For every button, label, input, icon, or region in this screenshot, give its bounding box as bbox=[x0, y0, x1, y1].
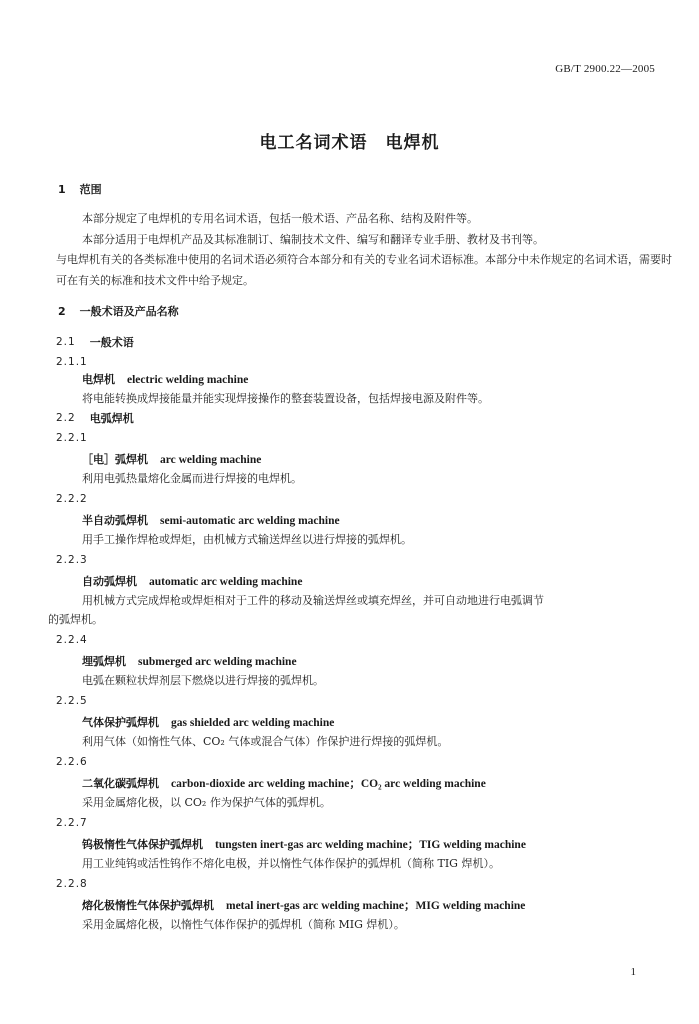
document-body bbox=[48, 181, 672, 934]
title-part-1: 电工名词术语 bbox=[259, 133, 368, 153]
term-english: gas shielded arc welding machine bbox=[171, 717, 335, 729]
term-chinese: 钨极惰性气体保护弧焊机 bbox=[82, 838, 203, 851]
term-chinese: 电焊机 bbox=[82, 373, 115, 386]
entry-number: 2.2.5 bbox=[56, 695, 88, 707]
entry-number: 2.1.1 bbox=[56, 356, 88, 368]
subsection-2-2-heading bbox=[56, 410, 656, 427]
term bbox=[56, 897, 656, 915]
term bbox=[56, 714, 656, 732]
term bbox=[56, 775, 656, 793]
definition: 利用气体（如惰性气体、CO₂ 气体或混合气体）作保护进行焊接的弧焊机。 bbox=[82, 735, 449, 748]
term bbox=[56, 451, 656, 469]
document-title bbox=[0, 128, 699, 153]
subsection-2-1-heading bbox=[56, 334, 656, 351]
term-english: semi-automatic arc welding machine bbox=[160, 515, 340, 527]
definition: 用手工操作焊枪或焊炬，由机械方式输送焊丝以进行焊接的弧焊机。 bbox=[82, 533, 412, 546]
term-english: metal inert-gas arc welding machine；MIG welding machine bbox=[226, 900, 526, 912]
term bbox=[56, 836, 656, 854]
section-title: 一般术语及产品名称 bbox=[79, 305, 179, 318]
entry-number: 2.2.4 bbox=[56, 634, 88, 646]
term-english: submerged arc welding machine bbox=[138, 656, 297, 668]
scope-paragraph: 本部分适用于电焊机产品及其标准制订、编制技术文件、编写和翻译专业手册、教材及书刊等。 bbox=[82, 232, 544, 246]
subsection-title: 电弧焊机 bbox=[89, 412, 134, 425]
term-english: carbon-dioxide arc welding machine；CO₂ arc welding machine bbox=[171, 778, 486, 790]
section-1-heading bbox=[58, 181, 656, 198]
definition: 用机械方式完成焊枪或焊炬相对于工件的移动及输送焊丝或填充焊丝，并可自动地进行电弧调节 bbox=[82, 594, 544, 607]
entry-number: 2.2.3 bbox=[56, 554, 88, 566]
term-chinese: 气体保护弧焊机 bbox=[82, 716, 159, 729]
term bbox=[56, 573, 656, 591]
scope-paragraph: 与电焊机有关的各类标准中使用的名词术语必须符合本部分和有关的专业名词术语标准。本部分中未作规定的名词术语，需要时可在有关的标准和技术文件中给予规定。 bbox=[56, 253, 672, 287]
section-number: 1 bbox=[58, 183, 66, 196]
entry-number: 2.2.8 bbox=[56, 878, 88, 890]
term-chinese: ［电］弧焊机 bbox=[82, 453, 148, 466]
term-chinese: 埋弧焊机 bbox=[82, 655, 126, 668]
subsection-number: 2.1 bbox=[56, 336, 76, 348]
term-chinese: 自动弧焊机 bbox=[82, 575, 137, 588]
section-2-heading bbox=[58, 303, 656, 320]
term-english: electric welding machine bbox=[127, 374, 249, 386]
definition: 用工业纯钨或活性钨作不熔化电极，并以惰性气体作保护的弧焊机（简称 TIG 焊机）。 bbox=[82, 857, 500, 870]
definition: 采用金属熔化极，以惰性气体作保护的弧焊机（简称 MIG 焊机）。 bbox=[82, 918, 405, 931]
entry-number: 2.2.6 bbox=[56, 756, 88, 768]
entry-number: 2.2.1 bbox=[56, 432, 88, 444]
title-part-2: 电焊机 bbox=[385, 133, 440, 153]
term-chinese: 熔化极惰性气体保护弧焊机 bbox=[82, 899, 214, 912]
term-english: automatic arc welding machine bbox=[149, 576, 303, 588]
subsection-title: 一般术语 bbox=[89, 336, 134, 349]
subsection-number: 2.2 bbox=[56, 412, 76, 424]
definition: 电弧在颗粒状焊剂层下燃烧以进行焊接的弧焊机。 bbox=[82, 674, 324, 687]
term-chinese: 半自动弧焊机 bbox=[82, 514, 148, 527]
section-number: 2 bbox=[58, 305, 66, 318]
definition: 利用电弧热量熔化金属而进行焊接的电焊机。 bbox=[82, 472, 302, 485]
scope-paragraph: 本部分规定了电焊机的专用名词术语，包括一般术语、产品名称、结构及附件等。 bbox=[82, 212, 478, 225]
section-title: 范围 bbox=[79, 183, 102, 196]
entry-number: 2.2.7 bbox=[56, 817, 88, 829]
term-chinese: 二氧化碳弧焊机 bbox=[82, 777, 159, 790]
term bbox=[56, 653, 656, 671]
standard-code: GB/T 2900.22—2005 bbox=[555, 63, 655, 75]
page-number: 1 bbox=[630, 966, 636, 978]
definition: 将电能转换成焊接能量并能实现焊接操作的整套装置设备，包括焊接电源及附件等。 bbox=[82, 392, 489, 405]
term bbox=[56, 512, 656, 530]
definition: 采用金属熔化极，以 CO₂ 作为保护气体的弧焊机。 bbox=[82, 796, 331, 809]
definition-continuation: 的弧焊机。 bbox=[48, 613, 103, 626]
term-english: tungsten inert-gas arc welding machine；TIG welding machine bbox=[215, 839, 526, 851]
term-english: arc welding machine bbox=[160, 454, 262, 466]
entry-number: 2.2.2 bbox=[56, 493, 88, 505]
term bbox=[56, 371, 656, 389]
